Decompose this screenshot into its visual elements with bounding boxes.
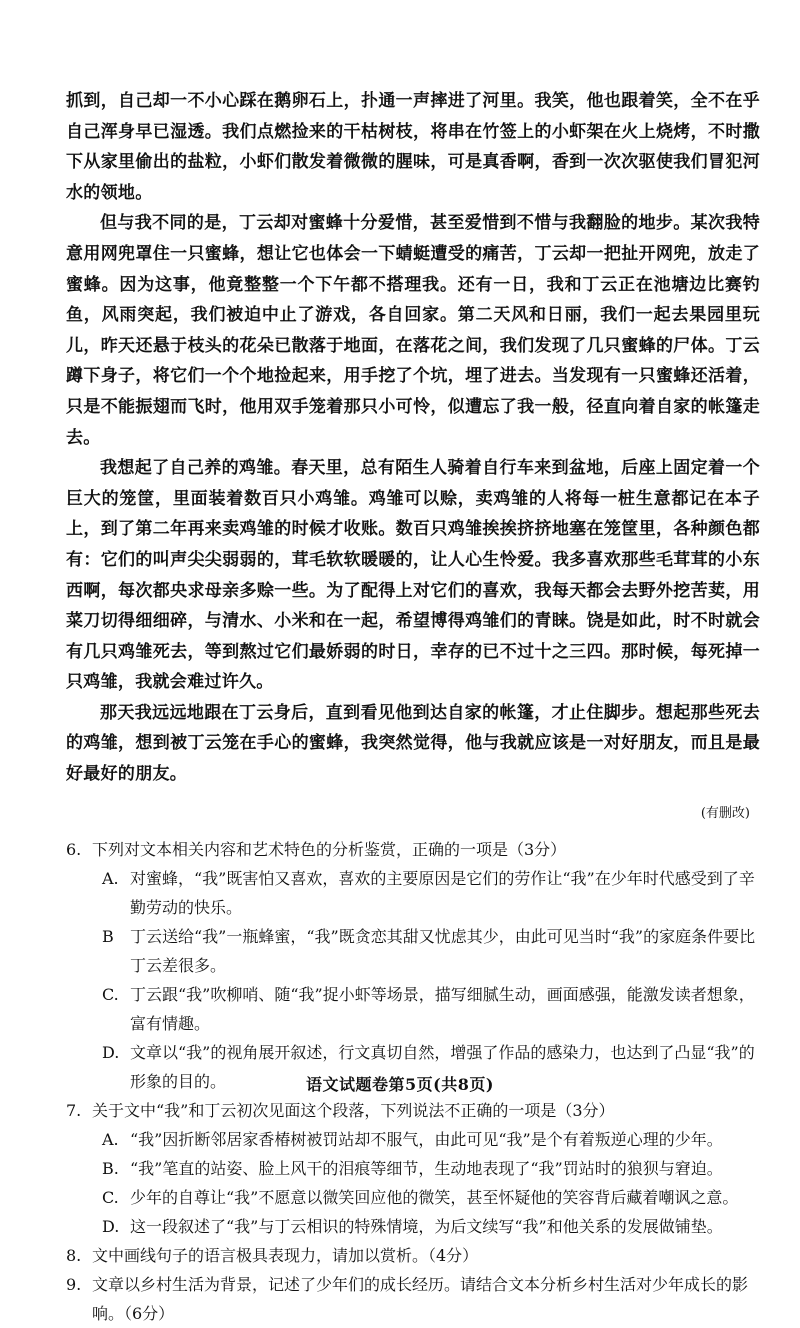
option-a (102, 864, 760, 922)
question-6 (66, 835, 760, 1096)
question-number: 6. (66, 839, 82, 859)
question-9 (66, 1270, 760, 1328)
option-text: 少年的自尊让“我”不愿意以微笑回应他的微笑，甚至怀疑他的笑容背后藏着嘲讽之意。 (130, 1187, 739, 1207)
option-label: A. (102, 1129, 119, 1149)
option-text: 丁云送给“我”一瓶蜂蜜，“我”既贪恋其甜又忧虑其少，由此可见当时“我”的家庭条件要比丁云差很多。 (130, 926, 756, 975)
revision-note: (有删改) (700, 805, 750, 821)
option-label: C. (102, 1187, 119, 1207)
option-c (102, 1183, 760, 1212)
question-number: 9. (66, 1274, 82, 1294)
option-label: A. (102, 868, 119, 888)
option-text: “我”笔直的站姿、脸上风干的泪痕等细节，生动地表现了“我”罚站时的狼狈与窘迫。 (130, 1158, 723, 1178)
option-b (102, 922, 760, 980)
question-number: 7. (66, 1100, 82, 1120)
option-label: D. (102, 1042, 120, 1062)
option-text: 这一段叙述了“我”与丁云相识的特殊情境，为后文续写“我”和他关系的发展做铺垫。 (130, 1216, 723, 1236)
passage-paragraph-1: 抓到，自己却一不小心踩在鹅卵石上，扑通一声摔进了河里。我笑，他也跟着笑，全不在乎自己浑身早已湿透。我们点燃捡来的干枯树枝，将串在竹签上的小虾架在火上烧烤，不时撒下从家里偷出的盐粒，小虾们散发着微微的腥味，可是真香啊，香到一次次驱使我们冒犯河水的领地。 (66, 91, 760, 203)
option-label: B (102, 926, 114, 946)
question-text: 文中画线句子的语言极具表现力，请加以赏析。（4分） (92, 1245, 479, 1265)
question-text: 文章以乡村生活为背景，记述了少年们的成长经历。请结合文本分析乡村生活对少年成长的影响。（6分） (92, 1274, 749, 1323)
option-text: “我”因折断邻居家香椿树被罚站却不服气，由此可见“我”是个有着叛逆心理的少年。 (130, 1129, 723, 1149)
passage-paragraph-3: 我想起了自己养的鸡雏。春天里，总有陌生人骑着自行车来到盆地，后座上固定着一个巨大的笼筐，里面装着数百只小鸡雏。鸡雏可以赊，卖鸡雏的人将每一桩生意都记在本子上，到了第二年再来卖鸡雏的时候才收账。数百只鸡雏挨挨挤挤地塞在笼筐里，各种颜色都有：它们的叫声尖尖弱弱的，茸毛软软暖暖的，让人心生怜爱。我多喜欢那些毛茸茸的小东西啊，每次都央求母亲多赊一些。为了配得上对它们的喜欢，我每天都会去野外挖苦荬，用菜刀切得细细碎，与清水、小米和在一起，希望博得鸡雏们的青睐。饶是如此，时不时就会有几只鸡雏死去，等到熬过它们最娇弱的时日，幸存的已不过十之三四。那时候，每死掉一只鸡雏，我就会难过许久。 (66, 458, 760, 693)
option-b (102, 1154, 760, 1183)
option-d (102, 1212, 760, 1241)
page-footer: 语文试题卷第5页(共8页) (306, 1075, 494, 1094)
passage-paragraph-4: 那天我远远地跟在丁云身后，直到看见他到达自家的帐篷，才止住脚步。想起那些死去的鸡雏，想到被丁云笼在手心的蜜蜂，我突然觉得，他与我就应该是一对好朋友，而且是最好最好的朋友。 (66, 702, 760, 785)
option-text: 丁云跟“我”吹柳哨、随“我”捉小虾等场景，描写细腻生动，画面感强，能激发读者想象，富有情趣。 (130, 984, 755, 1033)
passage-paragraph-2: 但与我不同的是，丁云却对蜜蜂十分爱惜，甚至爱惜到不惜与我翻脸的地步。某次我特意用网兜罩住一只蜜蜂，想让它也体会一下蜻蜓遭受的痛苦，丁云却一把扯开网兜，放走了蜜蜂。因为这事，他竟整整一个下午都不搭理我。还有一日，我和丁云正在池塘边比赛钓鱼，风雨突起，我们被迫中止了游戏，各自回家。第二天风和日丽，我们一起去果园里玩儿，昨天还悬于枝头的花朵已散落于地面，在落花之间，我们发现了几只蜜蜂的尸体。丁云蹲下身子，将它们一个个地捡起来，用手挖了个坑，埋了进去。当发现有一只蜜蜂还活着，只是不能振翅而飞时，他用双手笼着那只小可怜，似遭忘了我一般，径直向着自家的帐篷走去。 (66, 213, 760, 448)
reading-passage (66, 86, 760, 790)
question-number: 8. (66, 1245, 82, 1265)
question-text: 关于文中“我”和丁云初次见面这个段落，下列说法不正确的一项是（3分） (92, 1100, 615, 1120)
option-label: D. (102, 1216, 120, 1236)
question-text: 下列对文本相关内容和艺术特色的分析鉴赏，正确的一项是（3分） (92, 839, 567, 859)
option-text: 文章以“我”的视角展开叙述，行文真切自然，增强了作品的感染力，也达到了凸显“我”的形象的目的。 (130, 1042, 755, 1091)
option-c (102, 980, 760, 1038)
option-a (102, 1125, 760, 1154)
option-text: 对蜜蜂，“我”既害怕又喜欢，喜欢的主要原因是它们的劳作让“我”在少年时代感受到了辛勤劳动的快乐。 (130, 868, 755, 917)
option-label: C. (102, 984, 119, 1004)
question-7 (66, 1096, 760, 1241)
option-label: B. (102, 1158, 119, 1178)
question-8 (66, 1241, 760, 1270)
